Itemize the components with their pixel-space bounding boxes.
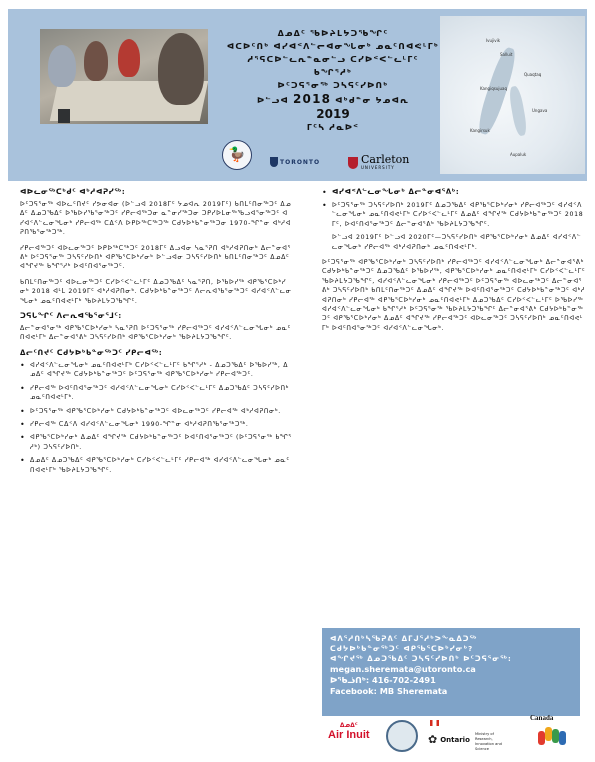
- left-column: [20, 188, 292, 479]
- findings-list: [20, 361, 292, 475]
- map-place: Aupaluk: [510, 152, 527, 157]
- list-item: • ᐅᑦᑐᕋᕐᓂᖅ ᑐᓴᕋᑦᓯᐅᑎᒃ 2019ᒥᑦ ᐃᓄᑐᖃᐃᑦ ᐊᑭᖃᕐᑕᐅᒃᓯᓂᒃ ᓯᑭᓕᐊᖅᑐᑦ ᐊᓯᐊᑉᐱᓪᓚᓂᖓᓂᒃ ᓄᓇᑦᑎᐊᕙᒻᒥᒃ ᑕᓯᐅᑉᐸᓪᓚᒻᒥᑦ ᐃᓄᐃᑦ ᐊᖏᔪᖅ ᑕᑯᔭᐅᒃᑲᓐᓂᖅᑐᑦ 2018ᒥᑦ, ᐅᐊᑦᑎᐊᕐᓂᖅᑐᑦ ᐃᓕᓐᓂᐊᕐᕕᒃ ᖃᐅᔨᒪᔭᑐᖃᖏᑦ.: [322, 201, 586, 229]
- intro-paragraph: ᑲᑎᒪᑦᑎᓂᖅᑐᑦ ᐊᐅᓚᓂᖅᑐᑦ ᑕᓯᐅᑉᐸᓪᓚᒻᒥᑦ ᐃᓄᑐᖃᐃᑦ ᓴᓇᕐᕈᑎ, ᐅᖃᐅᓯᖅ ᐊᑭᖃᕐᑕᐅᒃᓯᓂᒃ 2018 ᐊᒻᒪ 2019ᒥᑦ ᐊᒃᓱᐊᕈᑎᓂᒃ. ᑕᑯᔭᐅᒃᑲᓐᓂᖅᑐᑦ ᐱᓕᕆᐊᖃᕐᓂᖅᑐᑦ ᐊᓯᐊᑉᐱᓪᓚᓂᖓᓂᒃ ᓄᓇᑦᑎᐊᕙᒻᒥᒃ ᖃᐅᔨᒪᔭᑐᖃᖏᑦ.: [20, 278, 292, 305]
- right-column: [322, 188, 586, 339]
- list-item: • ᓯᑭᓕᐊᖅ ᐅᐊᑦᑎᐊᕐᓂᖅᑐᑦ ᐊᓯᐊᑉᐱᓪᓚᓂᖓᓂᒃ ᑕᓯᐅᑉᐸᓪᓚᒻᒥᑦ ᐃᓄᑐᖃᐃᑦ ᑐᓴᕋᑦᓯᐅᑎᒃ ᓄᓇᑦᑎᐊᕙᒻᒥᒃ.: [20, 384, 292, 403]
- shield-icon: [270, 157, 278, 167]
- next-paragraph: ᐅᓪᓗᐊ 2019ᒥᑦ ᐅᓪᓗᐊ 2020ᒥᑦ—ᑐᓴᕋᑦᓯᐅᑎᒃ ᐊᑭᖃᕐᑕᐅᒃᓯᓂᒃ ᐃᓄᐃᑦ ᐊᓯᐊᑉᐱᓪᓚᓂᖓᓂᒃ ᓯᑭᓕᐊᖅ ᐊᒃᓱᐊᕈᑎᓂᒃ ᓄᓇᑦᑎᐊᕙᒻᒥᒃ.: [332, 234, 582, 251]
- region-map: [440, 16, 585, 174]
- contact-facebook[interactable]: Facebook: MB Sheremata: [330, 686, 448, 696]
- contact-box: [322, 628, 580, 716]
- air-inuit-logo: ᐃᓄᐃᑦ Air Inuit: [328, 722, 370, 741]
- carleton-university-logo: Carleton UNIVERSITY: [348, 155, 409, 170]
- trillium-icon: ✿: [428, 733, 438, 746]
- partner-symbol-icon: [538, 727, 566, 745]
- list-item: • ᐊᓯᐊᑉᐱᓪᓚᓂᖓᓂᒃ ᓄᓇᑦᑎᐊᕙᒻᒥᒃ ᑕᓯᐅᑉᐸᓪᓚᒻᒥᑦ ᑲᖏᕐᓱᒃ - ᐃᓄᑐᖃᐃᑦ ᐅᖃᐅᓯᖅ, ᐃᓄᐃᑦ ᐊᖏᔪᖅ ᑕᑯᔭᐅᒃᑲᓐᓂᖅᑐᑦ ᐅᑦᑐᕋᕐᓂᖅ ᐊᑭᖃᕐᑕᐅᒃᓯᓂᒃ ᓯᑭᓕᐊᖅᑐᑦ.: [20, 361, 292, 380]
- phone-label: ᐅᖃᓘᑎᒃ: [330, 675, 366, 685]
- header-band: [8, 9, 587, 181]
- contact-prompt: ᑕᑯᔭᐅᒃᑲᓐᓂᖅᑐᑦ ᐊᑭᖃᕐᑕᐅᒃᓯᓂᒃ?: [330, 645, 474, 653]
- arctic-eider-society-logo: [222, 140, 252, 170]
- intro-paragraph: ᓯᑭᓕᐊᖅᑐᑦ ᐊᐅᓚᓂᖅᑐᑦ ᐅᑭᐅᖅᑕᖅᑐᑦ 2018ᒥᑦ ᐃᓗᐊᓂ ᓴᓇᕐᕈᑎ ᐊᒃᓱᐊᕈᑎᓂᒃ ᐃᓕᓐᓂᐊᕐᕕᒃ ᐅᑦᑐᕋᕐᓂᖅ ᑐᓴᕋᑦᓯᐅᑎᒃ ᐊᑭᖃᕐᑕᐅᒃᓯᓂᒃ ᐅᓪᓗᐊᓂ ᑐᓴᕋᑦᓯᐅᑎᒃ ᑲᑎᒪᑦᑎᓂᖅᑐᑦ ᐃᓄᐃᑦ ᐊᖏᔪᖅ ᑲᖏᕐᓱᒃ ᐅᐊᑦᑎᐊᕐᓂᖅᑐᑦ.: [20, 244, 291, 271]
- poster-title: [213, 27, 453, 134]
- date-line: [213, 92, 453, 107]
- intro-heading: ᐊᐅᓚᓂᖅᑕᒃᑯᑦ ᐊᒃᓱᐊᕈᓯᖅ:: [20, 188, 126, 196]
- list-item: [322, 188, 586, 197]
- date-prefix: ᐅᓪᓗᐊ: [256, 96, 289, 105]
- date-suffix: ᐊᒃᑯᓐᓂ ᔭᓄᐊᕆ: [335, 96, 410, 105]
- phone-number[interactable]: 416-702-2491: [372, 675, 436, 685]
- map-place: Kangirsuk: [470, 128, 490, 133]
- eider-icon: 🦆: [228, 147, 246, 163]
- findings-heading: ᐃᓕᑦᑎᔪᑦ ᑕᑯᔭᐅᒃᑲᓐᓂᖅᑐᑦ ᓯᑭᓕᐊᖅ:: [20, 348, 163, 357]
- date-number: 2018: [292, 92, 332, 106]
- title-line-2: ᐊᑕᐅᑦᑎᒃ ᐊᓯᐊᑉᐱᓪᓕᐊᓂᖓᓂᒃ ᓄᓇᑦᑎᐊᕙᒻᒥᒃ: [226, 42, 440, 51]
- ministry-label: Ministry of Research, Innovation and Science: [475, 732, 502, 751]
- list-item: • ᐅᑦᑐᕋᕐᓂᖅ ᐊᑭᖃᕐᑕᐅᒃᓯᓂᒃ ᑕᑯᔭᐅᒃᑲᓐᓂᖅᑐᑦ ᐊᐅᓚᓂᖅᑐᑦ ᓯᑭᓕᐊᖅ ᐊᒃᓱᐊᕈᑎᓂᒃ.: [20, 407, 292, 416]
- map-place: Kangiqsujuaq: [480, 86, 507, 91]
- contact-email[interactable]: megan.sheremata@utoronto.ca: [330, 664, 476, 674]
- contact-prompt: ᐊᐱᕐᓱᑎᒃᓴᖃᕈᕕᑦ ᐃᒥᒍᕐᓱᒃᐳᖕᓇᐃᑐᖅ: [330, 635, 478, 643]
- university-of-toronto-logo: TORONTO: [270, 157, 320, 167]
- contact-prompt: ᐊᖏᔪᖅ ᐃᓄᑐᖃᐃᑦ ᑐᓴᕋᑦᓯᐅᑎᒃ ᐅᑦᑐᕋᕐᓂᖅ:: [330, 655, 512, 663]
- goals-paragraph: ᐃᓕᓐᓂᐊᕐᓂᖅ ᐊᑭᖃᕐᑕᐅᒃᓯᓂᒃ ᓴᓇᕐᕈᑎ ᐅᑦᑐᕋᕐᓂᖅ ᓯᑭᓕᐊᖅᑐᑦ ᐊᓯᐊᑉᐱᓪᓚᓂᖓᓂᒃ ᓄᓇᑦᑎᐊᕙᒻᒥᒃ ᐃᓕᓐᓂᐊᕐᕕᒃ ᑐᓴᕋᑦᓯᐅᑎᒃ ᐊᑭᖃᕐᑕᐅᒃᓯᓂᒃ ᖃᐅᔨᒪᔭᑐᖃᖏᑦ.: [20, 325, 292, 342]
- body-paragraph: ᐅᑦᑐᕋᕐᓂᖅ ᐊᑭᖃᕐᑕᐅᒃᓯᓂᒃ ᑐᓴᕋᑦᓯᐅᑎᒃ ᓯᑭᓕᐊᖅᑐᑦ ᐊᓯᐊᑉᐱᓪᓚᓂᖓᓂᒃ ᐃᓕᓐᓂᐊᕐᕕᒃ ᑕᑯᔭᐅᒃᑲᓐᓂᖅᑐᑦ ᐃᓄᑐᖃᐃᑦ ᐅᖃᐅᓯᖅ, ᐊᑭᖃᕐᑕᐅᒃᓯᓂᒃ ᓄᓇᑦᑎᐊᕙᒻᒥᒃ ᑕᓯᐅᑉᐸᓪᓚᒻᒥᑦ ᖃᐅᔨᒪᔭᑐᖃᖏᑦ, ᐊᓯᐊᑉᐱᓪᓚᓂᖓᓂᒃ ᓯᑭᓕᐊᖅᑐᑦ ᐅᑦᑐᕋᕐᓂᖅ ᐊᐅᓚᓂᖅᑐᑦ ᐃᓕᓐᓂᐊᕐᕕᒃ ᑐᓴᕋᑦᓯᐅᑎᒃ ᑲᑎᒪᑦᑎᓂᖅᑐᑦ ᐃᓄᐃᑦ ᐊᖏᔪᖅ ᐅᐊᑦᑎᐊᕐᓂᖅᑐᑦ ᑕᑯᔭᐅᒃᑲᓐᓂᖅᑐᑦ ᐊᒃᓱᐊᕈᑎᓂᒃ ᓯᑭᓕᐊᖅ ᐊᑭᖃᕐᑕᐅᒃᓯᓂᒃ ᓄᓇᑦᑎᐊᕙᒻᒥᒃ ᐃᓄᑐᖃᐃᑦ ᑕᓯᐅᑉᐸᓪᓚᒻᒥᑦ ᐅᖃᐅᓯᖅ ᐊᓯᐊᑉᐱᓪᓚᓂᖓᓂᒃ ᑲᖏᕐᓱᒃ ᐅᑦᑐᕋᕐᓂᖅ ᖃᐅᔨᒪᔭᑐᖃᖏᑦ ᐃᓕᓐᓂᐊᕐᕕᒃ ᑕᑯᔭᐅᒃᑲᓐᓂᖅᑐᑦ ᐊᑭᖃᕐᑕᐅᒃᓯᓂᒃ ᐃᓄᐃᑦ ᐊᖏᔪᖅ ᓯᑭᓕᐊᖅᑐᑦ ᐊᐅᓚᓂᖅᑐᑦ ᑐᓴᕋᑦᓯᐅᑎᒃ ᓄᓇᑦᑎᐊᕙᒻᒥᒃ ᐅᐊᑦᑎᐊᕐᓂᖅᑐᑦ ᐊᓯᐊᑉᐱᓪᓚᓂᖓᓂᒃ.: [322, 259, 586, 332]
- next-steps-list: [322, 188, 586, 229]
- map-place: Quaqtaq: [524, 72, 542, 77]
- ontario-logo: ✿ Ontario: [428, 733, 470, 746]
- list-item: • ᓯᑭᓕᐊᖅ ᑕᐃᑉᐱ ᐊᓯᐊᑉᐱᓪᓚᓂᖓᓂᒃ 1990-ᖏᓐᓂ ᐊᒃᓱᐊᕈᑎᖃᕐᓂᖅᑐᖅ.: [20, 420, 292, 429]
- contact-phone: ᐅᖃᓘᑎᒃ: 416-702-2491: [330, 675, 436, 685]
- year: 2019: [316, 107, 350, 121]
- elders-meeting-photo: [40, 29, 208, 124]
- intro-paragraph: ᐅᑦᑐᕋᕐᓂᖅ ᐊᐅᓚᑦᑎᔪᑦ ᓯᕗᓂᐊᓂ (ᐅᓪᓗᐊ 2018ᒥᑦ ᔭᓄᐊᕆ 2019ᒥᑦ) ᑲᑎᒪᑦᑎᓂᖅᑐᑦ ᐃᓄᐃᑦ ᐃᓄᑐᖃᐃᑦ ᐅᖃᐅᓯᖃᕐᓂᖅᑐᑦ ᓯᑭᓕᐊᖅᑐᓂ ᓇᓐᓂᓯᖅᑐᓂ ᑐᑭᓯᐅᒪᓂᖅᖃᓗᐊᕐᓂᖅᑐᑦ ᐊᓯᐊᑉᐱᓪᓚᓂᖓᓂᒃ ᓯᑭᓕᐊᖅ ᑕᐃᑉᐱ ᐅᑭᐅᖅᑕᖅᑐᖅ ᑕᑯᔭᐅᒃᑲᓐᓂᖅᑐᓂ 1970-ᖏᓐᓂ ᐊᒃᓱᐊᕈᑎᖃᕐᓂᖅᑐᖅ.: [20, 201, 292, 237]
- map-place: Ungava: [532, 108, 548, 113]
- list-item: • ᐃᓄᐃᑦ ᐃᓄᑐᖃᐃᑦ ᐊᑭᖃᕐᑕᐅᒃᓯᓂᒃ ᑕᓯᐅᑉᐸᓪᓚᒻᒥᑦ ᓯᑭᓕᐊᖅ ᐊᓯᐊᑉᐱᓪᓚᓂᖓᓂᒃ ᓄᓇᑦᑎᐊᕙᒻᒥᒃ ᖃᐅᔨᒪᔭᑐᖃᖏᑦ.: [20, 456, 292, 475]
- community-seal-logo: [386, 720, 418, 752]
- canada-flag-icon: [430, 720, 439, 726]
- title-line-1: ᐃᓄᐃᑦ ᖃᐅᔨᒪᔭᑐᖃᖏᑦ: [277, 29, 389, 38]
- title-line-5: ᐅᑦᑐᕋᕐᓂᖅ ᑐᓴᕋᑦᓯᐅᑎᒃ: [277, 81, 389, 90]
- goals-heading: ᑐᕌᒐᖏᑦ ᐱᓕᕆᐊᖃᕐᓂᕐᒧᑦ:: [20, 312, 122, 321]
- list-item: • ᐊᑭᖃᕐᑕᐅᒃᓯᓂᒃ ᐃᓄᐃᑦ ᐊᖏᔪᖅ ᑕᑯᔭᐅᒃᑲᓐᓂᖅᑐᑦ ᐅᐊᑦᑎᐊᕐᓂᖅᑐᑦ (ᐅᑦᑐᕋᕐᓂᖅ ᑲᖏᕐᓱᒃ) ᑐᓴᕋᑦᓯᐅᑎᒃ.: [20, 433, 292, 452]
- canada-wordmark: Canada: [530, 714, 554, 722]
- title-line-4: ᑲᖏᕐᓱᒃ: [313, 68, 353, 77]
- crest-icon: [348, 157, 358, 169]
- map-place: Ivujivik: [486, 38, 501, 43]
- title-line-3: ᓱᕐᕋᑕᐅᓪᓚᕆᓐᓇᓂᓪᓗ ᑕᓯᐅᑉᐸᓪᓚᒻᒥᑦ: [247, 55, 419, 64]
- subtitle: ᒥᑦᓴ ᓱᓇᐅᑉ: [306, 123, 360, 132]
- map-place: Salluit: [500, 52, 513, 57]
- next-heading: • ᐊᓯᐊᑉᐱᓪᓚᓂᖓᓂᒃ ᐃᓕᓐᓂᐊᕐᕕᒃ:: [332, 188, 460, 196]
